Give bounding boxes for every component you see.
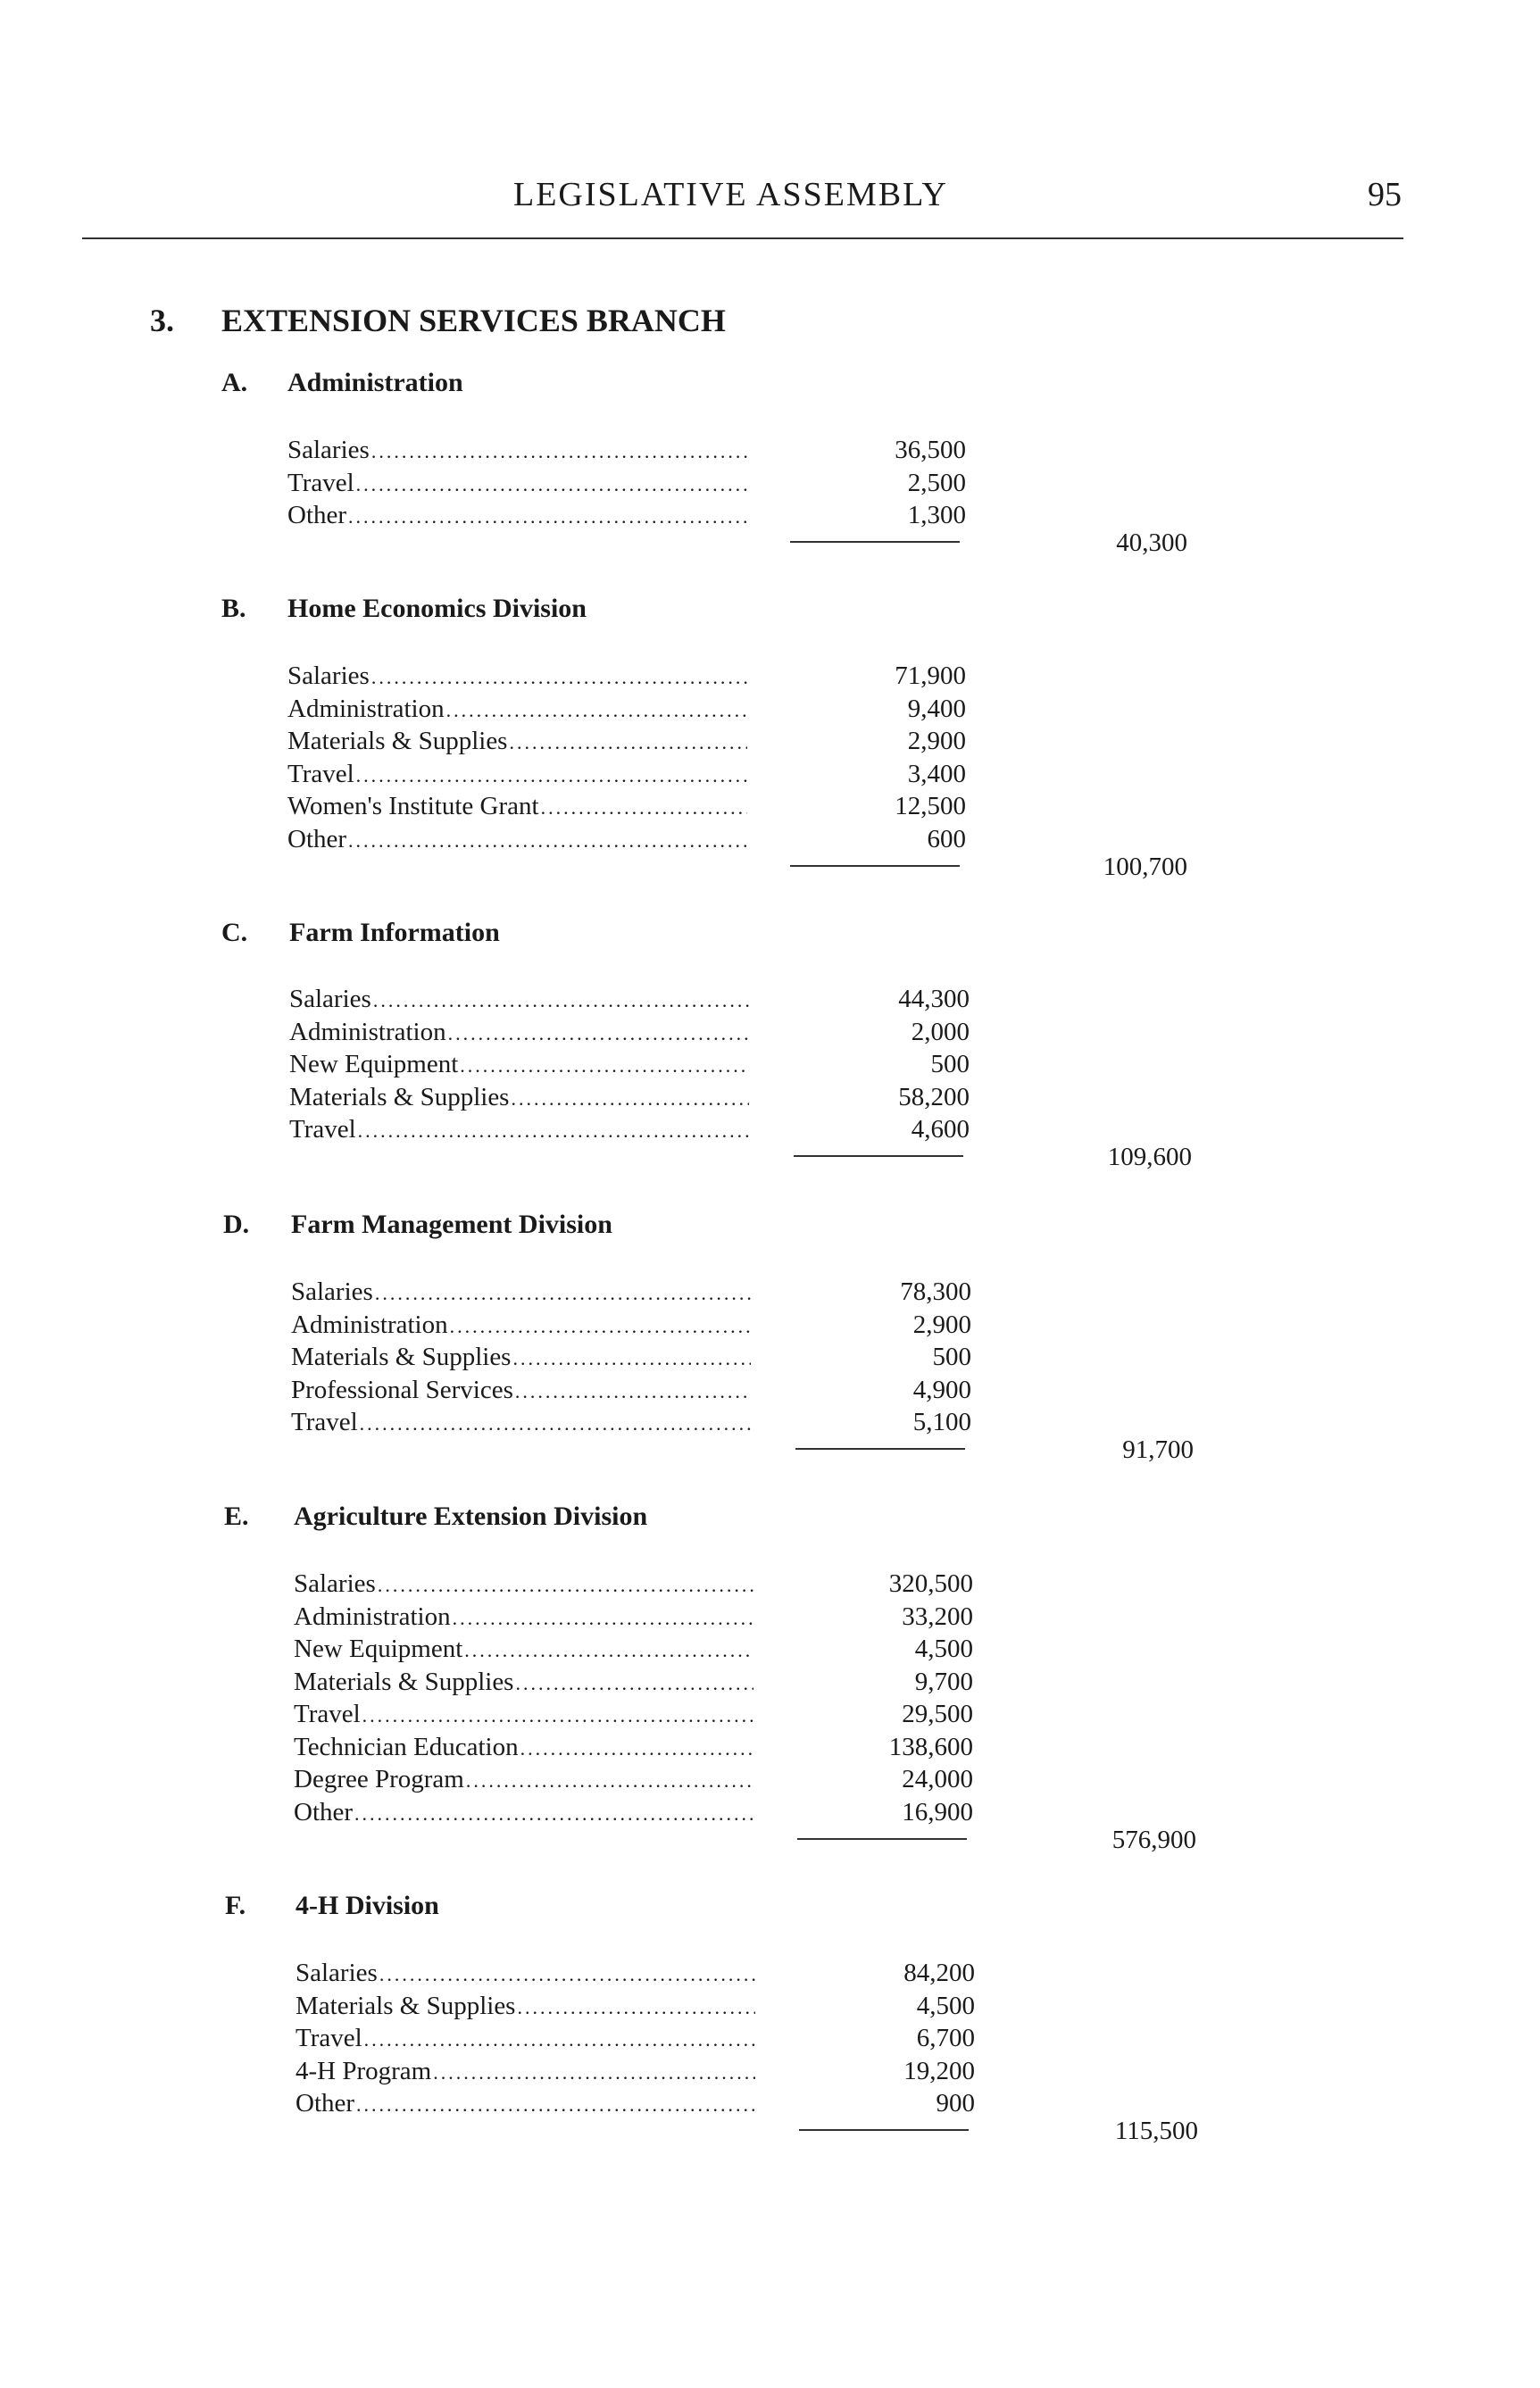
line-item-label: Materials & Supplies [289, 1082, 510, 1111]
line-item-amount: 5,100 [912, 1408, 971, 1436]
line-item-label: Other [294, 1797, 354, 1826]
line-item [287, 498, 747, 532]
line-item-label: Other [296, 2089, 355, 2118]
dot-leader [541, 791, 747, 825]
branch-number: 3. [150, 303, 174, 338]
line-item-label: Materials & Supplies [296, 1991, 516, 2020]
line-item [294, 1600, 753, 1634]
line-item [289, 1080, 749, 1114]
line-item-label: Administration [294, 1602, 451, 1631]
dot-leader [509, 726, 747, 760]
line-item [289, 982, 749, 1016]
dot-leader [511, 1082, 749, 1116]
dot-leader [520, 1732, 753, 1766]
dot-leader [356, 2088, 755, 2122]
dot-leader [364, 2023, 755, 2057]
subtotal-rule [794, 1155, 963, 1157]
line-item-label: Salaries [289, 985, 371, 1013]
line-item-label: Travel [296, 2024, 362, 2052]
subtotal-rule [797, 1838, 967, 1840]
dot-leader [453, 1602, 753, 1635]
line-item-label: Travel [291, 1408, 358, 1436]
line-item [287, 466, 747, 500]
line-item [294, 1632, 753, 1666]
section-title-4-h-division: 4-H Division [296, 1891, 439, 1920]
dot-leader [354, 1797, 753, 1831]
section-total: 115,500 [1114, 2117, 1198, 2145]
line-item-amount: 4,600 [911, 1115, 970, 1144]
subtotal-rule [795, 1448, 965, 1450]
line-item-label: Salaries [296, 1959, 378, 1987]
line-item [296, 2054, 755, 2088]
dot-leader [375, 1277, 751, 1310]
line-item-label: Administration [287, 694, 445, 723]
line-item [294, 1762, 753, 1796]
line-item-label: Travel [287, 759, 354, 788]
dot-leader [373, 984, 749, 1018]
section-total: 100,700 [1103, 852, 1187, 881]
line-item-amount: 138,600 [888, 1732, 973, 1761]
line-item-label: Administration [291, 1310, 448, 1339]
line-item-label: New Equipment [289, 1050, 459, 1078]
line-item [291, 1340, 751, 1374]
line-item-amount: 3,400 [907, 759, 966, 788]
line-item-label: Other [287, 501, 347, 529]
section-title-agriculture-extension-division: Agriculture Extension Division [294, 1502, 648, 1531]
dot-leader [358, 1114, 749, 1148]
section-total: 576,900 [1111, 1825, 1196, 1854]
line-item [294, 1795, 753, 1829]
line-item-label: New Equipment [294, 1635, 463, 1663]
line-item [287, 822, 747, 856]
section-title-farm-information: Farm Information [289, 918, 500, 947]
line-item [296, 2021, 755, 2055]
dot-leader [356, 468, 747, 502]
line-item-amount: 600 [927, 824, 966, 853]
line-item-amount: 24,000 [902, 1765, 973, 1793]
line-item [291, 1308, 751, 1342]
line-item-amount: 2,000 [911, 1017, 970, 1046]
line-item-amount: 36,500 [895, 436, 966, 464]
line-item-amount: 6,700 [916, 2024, 975, 2052]
line-item-amount: 2,500 [907, 468, 966, 497]
line-item [289, 1112, 749, 1146]
subtotal-rule [799, 2129, 969, 2131]
dot-leader [371, 661, 747, 695]
section-total: 40,300 [1116, 528, 1187, 557]
line-item-label: Administration [289, 1017, 446, 1046]
line-item [287, 433, 747, 467]
line-item [289, 1047, 749, 1081]
line-item-amount: 71,900 [895, 661, 966, 690]
section-letter: A. [221, 368, 248, 397]
dot-leader [450, 1310, 751, 1344]
line-item-amount: 4,500 [916, 1991, 975, 2020]
line-item [287, 692, 747, 726]
line-item-amount: 4,500 [914, 1635, 973, 1663]
line-item-amount: 12,500 [895, 792, 966, 820]
line-item-amount: 19,200 [903, 2056, 975, 2085]
subtotal-rule [790, 541, 960, 543]
line-item-label: Salaries [294, 1569, 376, 1598]
line-item [294, 1697, 753, 1731]
line-item-label: Travel [287, 468, 354, 497]
section-title-administration: Administration [287, 368, 463, 397]
line-item [294, 1567, 753, 1601]
line-item [287, 659, 747, 693]
line-item-amount: 58,200 [898, 1082, 970, 1111]
dot-leader [356, 759, 747, 793]
line-item-label: Materials & Supplies [294, 1667, 514, 1696]
line-item-amount: 33,200 [902, 1602, 973, 1631]
dot-leader [433, 2056, 755, 2090]
line-item [296, 1956, 755, 1990]
section-letter: F. [225, 1891, 246, 1920]
line-item-amount: 500 [932, 1343, 971, 1371]
line-item [291, 1405, 751, 1439]
subtotal-rule [790, 865, 960, 867]
dot-leader [512, 1342, 751, 1376]
section-letter: B. [221, 594, 246, 623]
dot-leader [446, 694, 747, 728]
section-letter: C. [221, 918, 248, 947]
dot-leader [464, 1634, 753, 1668]
dot-leader [348, 500, 747, 534]
line-item-amount: 2,900 [907, 727, 966, 755]
dot-leader [371, 435, 747, 469]
line-item [291, 1275, 751, 1309]
page-number: 95 [1368, 176, 1402, 213]
line-item-label: Salaries [291, 1277, 373, 1306]
line-item-label: Salaries [287, 436, 370, 464]
dot-leader [379, 1958, 755, 1992]
line-item [289, 1015, 749, 1049]
page-header-title: LEGISLATIVE ASSEMBLY [513, 176, 948, 213]
line-item-amount: 78,300 [900, 1277, 971, 1306]
dot-leader [515, 1667, 753, 1701]
dot-leader [362, 1699, 753, 1733]
section-title-farm-management-division: Farm Management Division [291, 1210, 612, 1239]
dot-leader [517, 1991, 755, 2025]
line-item-label: Travel [294, 1700, 361, 1728]
dot-leader [348, 824, 747, 858]
section-letter: E. [224, 1502, 249, 1531]
line-item-amount: 2,900 [912, 1310, 971, 1339]
line-item-label: Technician Education [294, 1732, 519, 1761]
line-item [287, 789, 747, 823]
section-total: 91,700 [1122, 1435, 1194, 1464]
line-item-amount: 29,500 [902, 1700, 973, 1728]
dot-leader [515, 1375, 751, 1409]
line-item-label: Professional Services [291, 1375, 513, 1404]
line-item-amount: 16,900 [902, 1797, 973, 1826]
line-item-label: Other [287, 824, 347, 853]
line-item-label: Materials & Supplies [287, 727, 508, 755]
line-item-amount: 900 [936, 2089, 975, 2118]
line-item [287, 724, 747, 758]
line-item-label: Degree Program [294, 1765, 464, 1793]
line-item-amount: 9,700 [914, 1667, 973, 1696]
line-item [294, 1730, 753, 1764]
line-item-label: Salaries [287, 661, 370, 690]
header-rule [82, 237, 1403, 239]
line-item-amount: 9,400 [907, 694, 966, 723]
dot-leader [466, 1764, 753, 1798]
line-item-amount: 500 [930, 1050, 970, 1078]
line-item [296, 2086, 755, 2120]
line-item-label: 4-H Program [296, 2056, 432, 2085]
line-item [296, 1989, 755, 2023]
line-item-amount: 320,500 [888, 1569, 973, 1598]
branch-title: EXTENSION SERVICES BRANCH [221, 303, 726, 338]
dot-leader [460, 1049, 749, 1083]
line-item-label: Women's Institute Grant [287, 792, 539, 820]
dot-leader [360, 1407, 751, 1441]
line-item-amount: 44,300 [898, 985, 970, 1013]
section-title-home-economics-division: Home Economics Division [287, 594, 587, 623]
line-item [291, 1373, 751, 1407]
section-letter: D. [223, 1210, 250, 1239]
line-item-amount: 4,900 [912, 1375, 971, 1404]
section-total: 109,600 [1107, 1143, 1192, 1171]
line-item [294, 1665, 753, 1699]
line-item-amount: 84,200 [903, 1959, 975, 1987]
line-item-amount: 1,300 [907, 501, 966, 529]
line-item-label: Materials & Supplies [291, 1343, 512, 1371]
line-item-label: Travel [289, 1115, 356, 1144]
dot-leader [448, 1017, 749, 1051]
line-item [287, 757, 747, 791]
dot-leader [378, 1568, 753, 1602]
